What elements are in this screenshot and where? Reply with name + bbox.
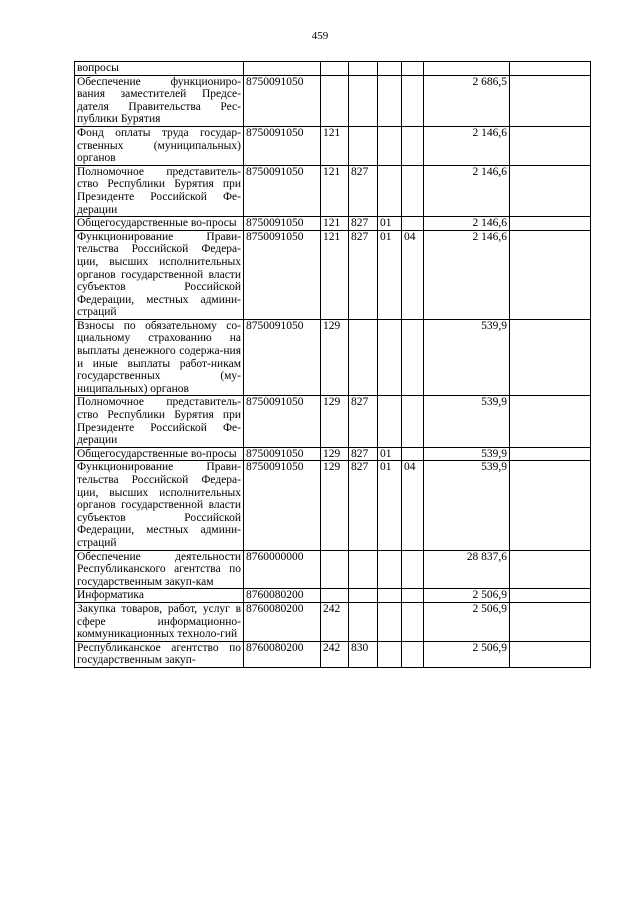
section-cell	[378, 75, 402, 126]
section-cell	[378, 641, 402, 667]
subsection-cell	[402, 550, 424, 589]
subsection-cell	[402, 126, 424, 165]
expense-name-cell: вопросы	[75, 62, 244, 76]
expense-name-cell: Функционирование Прави-тельства Российской Федера-ции, высших исполнительных органов государственной власти субъектов Российской Федерации, местных админи-страций	[75, 461, 244, 550]
administrator-cell	[349, 550, 378, 589]
expense-name-cell: Взносы по обязательному со-циальному страхованию на выплаты денежного содержа-ния и иные выплаты работ-никам государственных (му-ниципальных) органов	[75, 319, 244, 396]
expense-name-cell: Общегосударственные во-просы	[75, 217, 244, 231]
table-row	[75, 641, 591, 667]
page-number: 459	[311, 30, 329, 42]
target-article-cell: 8750091050	[244, 126, 321, 165]
table-row	[75, 447, 591, 461]
expense-type-cell: 121	[321, 217, 349, 231]
table-row	[75, 589, 591, 603]
section-cell	[378, 602, 402, 641]
administrator-cell: 827	[349, 461, 378, 550]
empty-cell	[510, 75, 591, 126]
expense-type-cell	[321, 62, 349, 76]
empty-cell	[510, 396, 591, 447]
section-cell	[378, 550, 402, 589]
subsection-cell: 04	[402, 461, 424, 550]
subsection-cell	[402, 75, 424, 126]
subsection-cell	[402, 447, 424, 461]
administrator-cell	[349, 602, 378, 641]
target-article-cell: 8760080200	[244, 641, 321, 667]
table-body	[75, 62, 591, 668]
target-article-cell: 8760000000	[244, 550, 321, 589]
expense-type-cell	[321, 75, 349, 126]
table-row	[75, 62, 591, 76]
administrator-cell: 827	[349, 217, 378, 231]
empty-cell	[510, 319, 591, 396]
subsection-cell	[402, 602, 424, 641]
target-article-cell: 8750091050	[244, 75, 321, 126]
expense-type-cell: 129	[321, 447, 349, 461]
administrator-cell: 827	[349, 230, 378, 319]
table-row	[75, 230, 591, 319]
subsection-cell	[402, 217, 424, 231]
administrator-cell: 827	[349, 447, 378, 461]
amount-cell: 539,9	[424, 447, 510, 461]
target-article-cell: 8750091050	[244, 461, 321, 550]
amount-cell: 2 506,9	[424, 641, 510, 667]
subsection-cell	[402, 589, 424, 603]
amount-cell: 2 686,5	[424, 75, 510, 126]
amount-cell: 2 146,6	[424, 165, 510, 216]
table-row	[75, 319, 591, 396]
target-article-cell: 8750091050	[244, 319, 321, 396]
empty-cell	[510, 550, 591, 589]
target-article-cell: 8760080200	[244, 589, 321, 603]
amount-cell: 2 506,9	[424, 589, 510, 603]
empty-cell	[510, 461, 591, 550]
target-article-cell: 8750091050	[244, 217, 321, 231]
empty-cell	[510, 641, 591, 667]
section-cell: 01	[378, 230, 402, 319]
table-row	[75, 461, 591, 550]
target-article-cell: 8750091050	[244, 447, 321, 461]
expense-name-cell: Закупка товаров, работ, услуг в сфере информационно-коммуникационных техноло-гий	[75, 602, 244, 641]
expense-name-cell: Фонд оплаты труда государ-ственных (муниципальных) органов	[75, 126, 244, 165]
section-cell	[378, 319, 402, 396]
amount-cell: 539,9	[424, 396, 510, 447]
amount-cell: 28 837,6	[424, 550, 510, 589]
expense-type-cell	[321, 589, 349, 603]
empty-cell	[510, 217, 591, 231]
table-row	[75, 550, 591, 589]
section-cell: 01	[378, 447, 402, 461]
amount-cell: 539,9	[424, 461, 510, 550]
section-cell	[378, 589, 402, 603]
expense-type-cell: 129	[321, 319, 349, 396]
table-row	[75, 602, 591, 641]
administrator-cell	[349, 319, 378, 396]
empty-cell	[510, 126, 591, 165]
expense-name-cell: Полномочное представитель-ство Республики Бурятия при Президенте Российской Фе-дерации	[75, 396, 244, 447]
empty-cell	[510, 589, 591, 603]
amount-cell	[424, 62, 510, 76]
expense-type-cell: 121	[321, 230, 349, 319]
administrator-cell	[349, 126, 378, 165]
amount-cell: 2 506,9	[424, 602, 510, 641]
subsection-cell: 04	[402, 230, 424, 319]
expense-name-cell: Обеспечение деятельности Республиканского агентства по государственным закуп-кам	[75, 550, 244, 589]
target-article-cell	[244, 62, 321, 76]
amount-cell: 2 146,6	[424, 217, 510, 231]
table-row	[75, 165, 591, 216]
target-article-cell: 8750091050	[244, 396, 321, 447]
section-cell	[378, 126, 402, 165]
amount-cell: 2 146,6	[424, 230, 510, 319]
administrator-cell	[349, 62, 378, 76]
empty-cell	[510, 230, 591, 319]
subsection-cell	[402, 165, 424, 216]
administrator-cell	[349, 75, 378, 126]
administrator-cell: 827	[349, 396, 378, 447]
subsection-cell	[402, 319, 424, 396]
empty-cell	[510, 62, 591, 76]
expense-type-cell: 242	[321, 641, 349, 667]
table-row	[75, 126, 591, 165]
empty-cell	[510, 447, 591, 461]
subsection-cell	[402, 62, 424, 76]
section-cell: 01	[378, 461, 402, 550]
expense-name-cell: Информатика	[75, 589, 244, 603]
expense-type-cell: 129	[321, 396, 349, 447]
expense-name-cell: Общегосударственные во-просы	[75, 447, 244, 461]
expense-type-cell: 129	[321, 461, 349, 550]
amount-cell: 539,9	[424, 319, 510, 396]
subsection-cell	[402, 641, 424, 667]
section-cell: 01	[378, 217, 402, 231]
expense-type-cell	[321, 550, 349, 589]
table-row	[75, 217, 591, 231]
expense-type-cell: 242	[321, 602, 349, 641]
expense-name-cell: Обеспечение функциониро-вания заместителей Предсе-дателя Правительства Рес-публики Бурятия	[75, 75, 244, 126]
table-row	[75, 396, 591, 447]
target-article-cell: 8750091050	[244, 165, 321, 216]
section-cell	[378, 396, 402, 447]
administrator-cell: 827	[349, 165, 378, 216]
expense-name-cell: Республиканское агентство по государственным закуп-	[75, 641, 244, 667]
budget-table	[74, 61, 591, 668]
administrator-cell: 830	[349, 641, 378, 667]
expense-type-cell: 121	[321, 126, 349, 165]
section-cell	[378, 165, 402, 216]
table-row	[75, 75, 591, 126]
administrator-cell	[349, 589, 378, 603]
amount-cell: 2 146,6	[424, 126, 510, 165]
expense-name-cell: Функционирование Прави-тельства Российской Федера-ции, высших исполнительных органов государственной власти субъектов Российской Федерации, местных админи-страций	[75, 230, 244, 319]
section-cell	[378, 62, 402, 76]
target-article-cell: 8760080200	[244, 602, 321, 641]
expense-type-cell: 121	[321, 165, 349, 216]
subsection-cell	[402, 396, 424, 447]
expense-name-cell: Полномочное представитель-ство Республики Бурятия при Президенте Российской Фе-дерации	[75, 165, 244, 216]
empty-cell	[510, 602, 591, 641]
target-article-cell: 8750091050	[244, 230, 321, 319]
empty-cell	[510, 165, 591, 216]
